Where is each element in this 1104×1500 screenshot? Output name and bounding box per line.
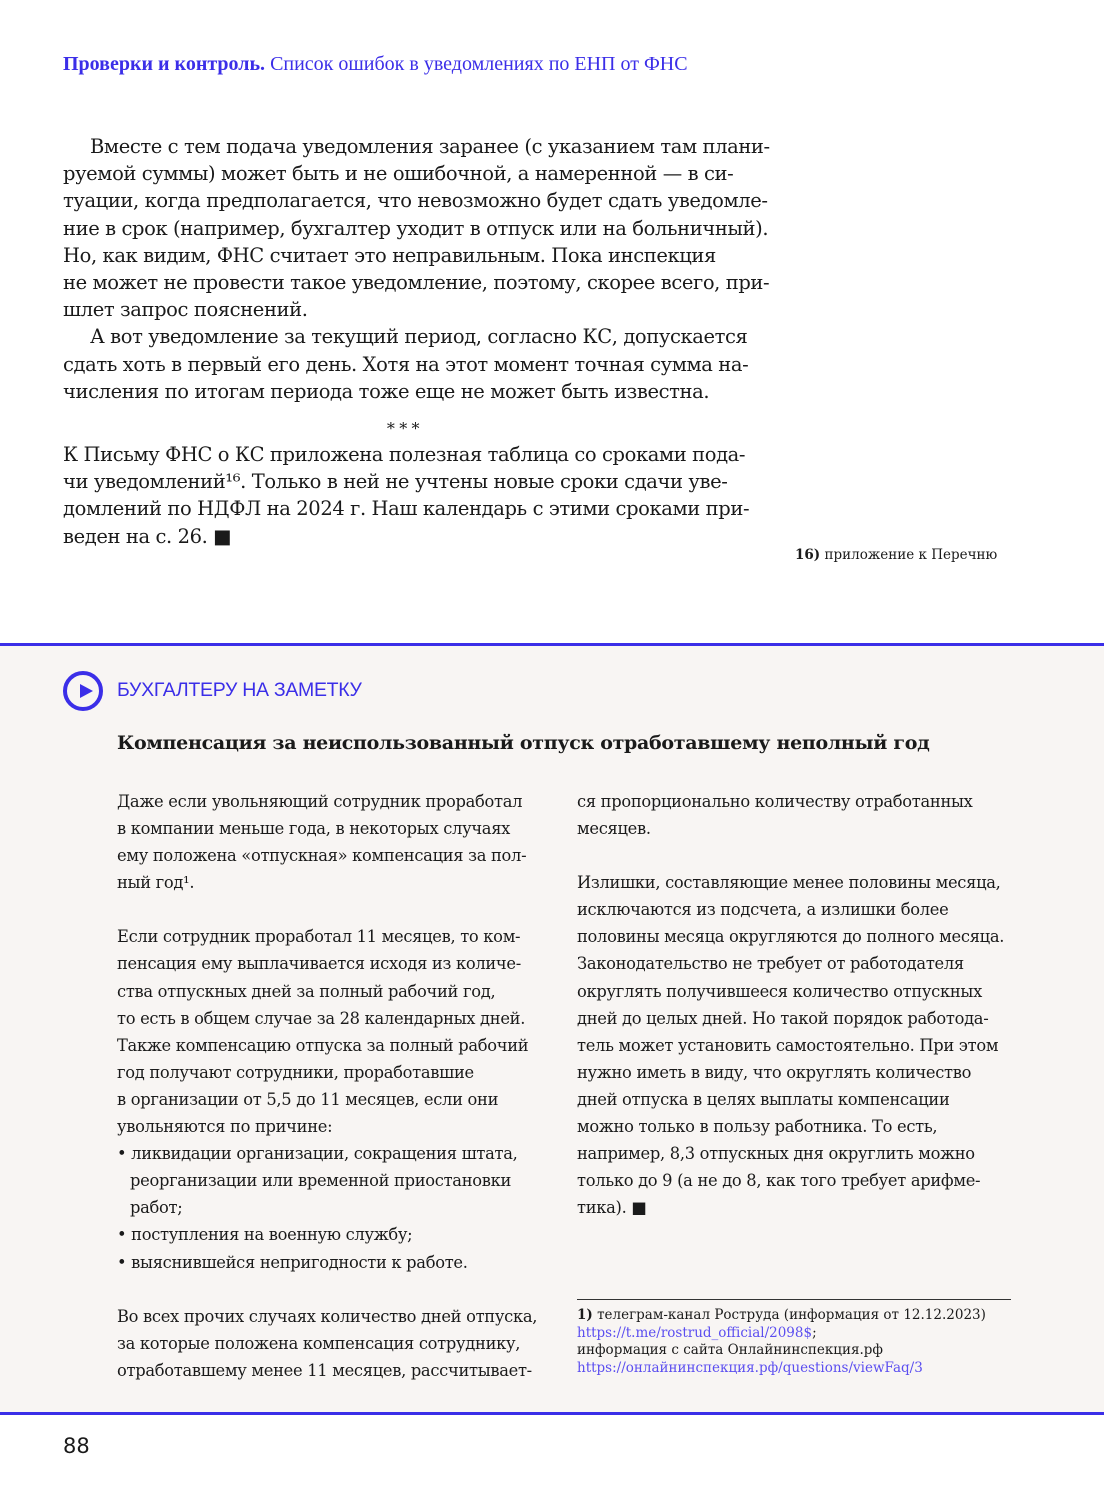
text-line: не может не провести такое уведомление, поэтому, скорее всего, при- <box>63 271 770 295</box>
footnote-text: телеграм-канал Роструда (информация от 12.12.2023) <box>592 1307 986 1323</box>
paragraph <box>577 869 1004 1221</box>
paragraph <box>63 323 749 405</box>
footnote-number: 1) <box>577 1307 593 1323</box>
main-text <box>63 133 770 550</box>
text-line: сдать хоть в первый его день. Хотя на этот момент точная сумма на- <box>63 352 749 376</box>
running-header <box>63 53 688 76</box>
text-line: чи уведомлений¹⁶. Только в ней не учтены новые сроки сдачи уве- <box>63 470 728 494</box>
text-line: • выяснившейся непригодности к работе. <box>117 1252 468 1272</box>
paragraph <box>117 1140 537 1275</box>
text-line: месяцев. <box>577 819 651 839</box>
text-line: К Письму ФНС о КС приложена полезная таблица со сроками пода- <box>63 443 746 467</box>
footnote-text: приложение к Перечню <box>820 547 998 563</box>
paragraph <box>63 441 750 550</box>
text-line: Если сотрудник проработал 11 месяцев, то ком- <box>117 927 521 947</box>
text-line: ся пропорционально количеству отработанных <box>577 792 973 811</box>
text-line: пенсация ему выплачивается исходя из количе- <box>117 954 521 974</box>
text-line: шлет запрос пояснений. <box>63 298 308 322</box>
text-line: половины месяца округляются до полного месяца. <box>577 927 1005 947</box>
play-icon <box>63 671 103 711</box>
box-column-right <box>577 788 1004 1221</box>
footnote-link[interactable]: https://онлайнинспекция.рф/questions/viewFaq/3 <box>577 1360 923 1377</box>
text-line: можно только в пользу работника. То есть, <box>577 1117 938 1137</box>
text-line: руемой суммы) может быть и не ошибочной, а намеренной — в си- <box>63 162 734 186</box>
text-line: Законодательство не требует от работодателя <box>577 954 964 974</box>
footnote-punct: ; <box>812 1324 817 1341</box>
text-line: то есть в общем случае за 28 календарных дней. <box>117 1008 526 1028</box>
box-column-left <box>117 788 537 1384</box>
text-line: Во всех прочих случаях количество дней отпуска, <box>117 1306 538 1326</box>
page-number: 88 <box>63 1434 90 1458</box>
text-line: • поступления на военную службу; <box>117 1225 413 1245</box>
text-line: А вот уведомление за текущий период, согласно КС, допускается <box>90 325 748 349</box>
box-title: Компенсация за неиспользованный отпуск отработавшему неполный год <box>117 732 930 754</box>
text-line: Вместе с тем подача уведомления заранее (с указанием там плани- <box>90 135 770 158</box>
text-line: Излишки, составляющие менее половины месяца, <box>577 873 1001 893</box>
text-line: отработавшему менее 11 месяцев, рассчитывает- <box>117 1360 532 1380</box>
text-line: ему положена «отпускная» компенсация за пол- <box>117 846 527 866</box>
text-line: ние в срок (например, бухгалтер уходит в отпуск или на больничный). <box>63 216 769 240</box>
text-line: Но, как видим, ФНС считает это неправильным. Пока инспекция <box>63 243 716 267</box>
header-title: Список ошибок в уведомлениях по ЕНП от ФНС <box>265 53 688 75</box>
text-line: Также компенсацию отпуска за полный рабочий <box>117 1035 529 1055</box>
text-line: веден на с. 26. ■ <box>63 524 232 548</box>
text-line: тель может установить самостоятельно. При этом <box>577 1035 999 1055</box>
text-line: работ; <box>130 1198 183 1218</box>
footnote-divider <box>577 1299 1011 1300</box>
paragraph <box>63 133 770 323</box>
text-line: увольняются по причине: <box>117 1117 333 1137</box>
footnote-text: информация с сайта Онлайнинспекция.рф <box>577 1342 883 1359</box>
text-line: дней до целых дней. Но такой порядок работода- <box>577 1008 989 1028</box>
footnote-link[interactable]: https://t.me/rostrud_official/2098$ <box>577 1324 813 1341</box>
box-tag: БУХГАЛТЕРУ НА ЗАМЕТКУ <box>117 679 362 701</box>
text-line: исключаются из подсчета, а излишки более <box>577 900 949 920</box>
text-line: за которые положена компенсация сотруднику, <box>117 1333 521 1353</box>
bullet-item <box>117 1221 537 1248</box>
paragraph <box>117 923 537 1140</box>
text-line: • ликвидации организации, сокращения штата, <box>117 1144 518 1164</box>
text-line: Даже если увольняющий сотрудник проработал <box>117 792 523 811</box>
footnote-number: 16) <box>795 547 821 563</box>
paragraph <box>117 788 537 896</box>
text-line: дней отпуска в целях выплаты компенсации <box>577 1089 950 1109</box>
text-line: в компании меньше года, в некоторых случаях <box>117 819 511 839</box>
note-box <box>0 643 1104 1415</box>
paragraph <box>117 1303 537 1384</box>
paragraph <box>577 788 1004 842</box>
text-line: числения по итогам периода тоже еще не может быть известна. <box>63 379 710 403</box>
separator: * * * <box>386 419 420 439</box>
text-line: округлять получившееся количество отпускных <box>577 981 982 1001</box>
bullet-item <box>117 1249 537 1276</box>
text-line: в организации от 5,5 до 11 месяцев, если они <box>117 1089 499 1109</box>
footnote-16 <box>795 547 997 563</box>
text-line: тика). ■ <box>577 1198 647 1218</box>
text-line: ный год¹. <box>117 873 195 893</box>
text-line: ства отпускных дней за полный рабочий год, <box>117 981 496 1001</box>
text-line: только до 9 (а не до 8, как того требует арифме- <box>577 1171 981 1191</box>
text-line: реорганизации или временной приостановки <box>130 1171 512 1191</box>
text-line: год получают сотрудники, проработавшие <box>117 1062 474 1082</box>
bullet-item <box>117 1140 537 1221</box>
box-footnote <box>577 1307 986 1378</box>
text-line: туации, когда предполагается, что невозможно будет сдать уведомле- <box>63 189 768 213</box>
section-name: Проверки и контроль. <box>63 53 266 75</box>
text-line: например, 8,3 отпускных дня округлить можно <box>577 1144 975 1164</box>
text-line: нужно иметь в виду, что округлять количество <box>577 1062 972 1082</box>
text-line: домлений по НДФЛ на 2024 г. Наш календарь с этими сроками при- <box>63 497 750 521</box>
